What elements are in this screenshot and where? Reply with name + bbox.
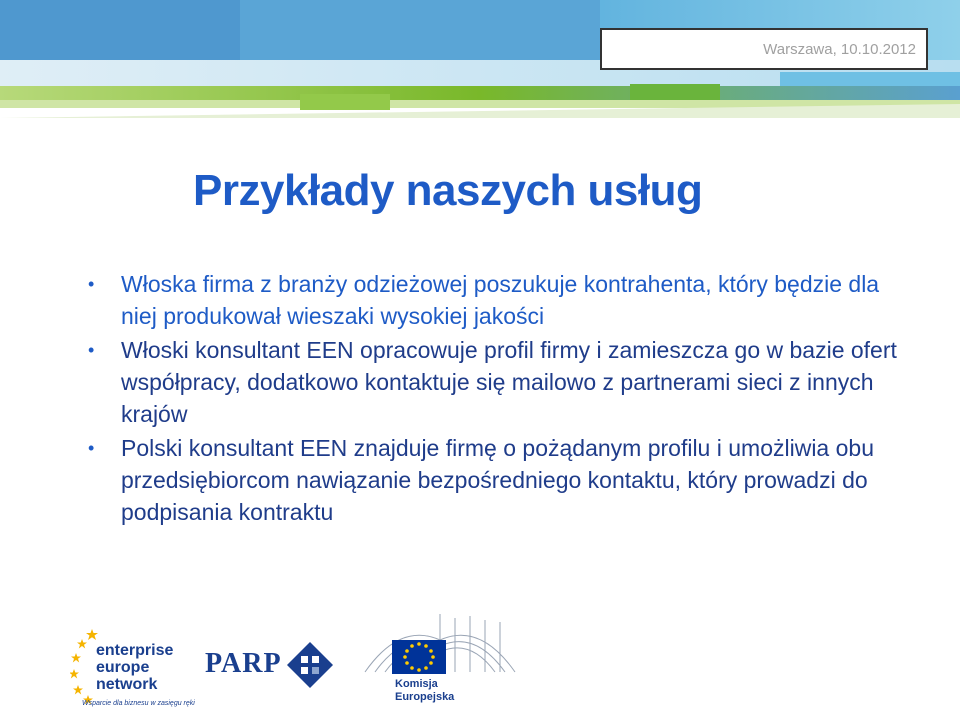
een-tagline: Wsparcie dla biznesu w zasięgu ręki: [82, 700, 195, 707]
bullet-item: [88, 268, 908, 332]
een-line3: network: [96, 676, 158, 693]
slide-title: Przykłady naszych usług: [193, 166, 703, 215]
bullet-text: Polski konsultant EEN znajduje firmę o pożądanym profilu i umożliwia obu przedsiębiorcom nawiązanie bezpośredniego kontaktu, który prowadzi do podpisania kontraktu: [121, 435, 874, 525]
date-box: [600, 28, 928, 70]
european-commission-logo: [360, 612, 520, 716]
ec-line2: Europejska: [395, 691, 455, 703]
parp-wordmark: PARP: [205, 648, 282, 679]
bullet-dot-icon: •: [88, 340, 95, 360]
parp-logo: [205, 640, 335, 690]
bullet-text: Włoska firma z branży odzieżowej poszukuje kontrahenta, który będzie dla niej produkował wieszaki wysokiej jakości: [121, 271, 880, 329]
bullet-dot-icon: •: [88, 438, 95, 458]
date-label: Warszawa, 10.10.2012: [763, 40, 916, 58]
ec-building-icon: [360, 612, 520, 674]
een-line1: enterprise: [96, 642, 174, 659]
enterprise-europe-network-logo: [70, 620, 195, 712]
parp-diamond-icon: [287, 642, 333, 688]
bullet-text: Włoski konsultant EEN opracowuje profil firmy i zamieszcza go w bazie ofert współpracy, dodatkowo kontaktuje się mailowo z partnerami sieci z innych krajów: [121, 337, 897, 427]
bullet-list: [88, 268, 908, 530]
bullet-item: [88, 432, 908, 528]
ec-line1: Komisja: [395, 678, 438, 690]
een-line2: europe: [96, 659, 150, 676]
bullet-item: [88, 334, 908, 430]
bullet-dot-icon: •: [88, 274, 95, 294]
